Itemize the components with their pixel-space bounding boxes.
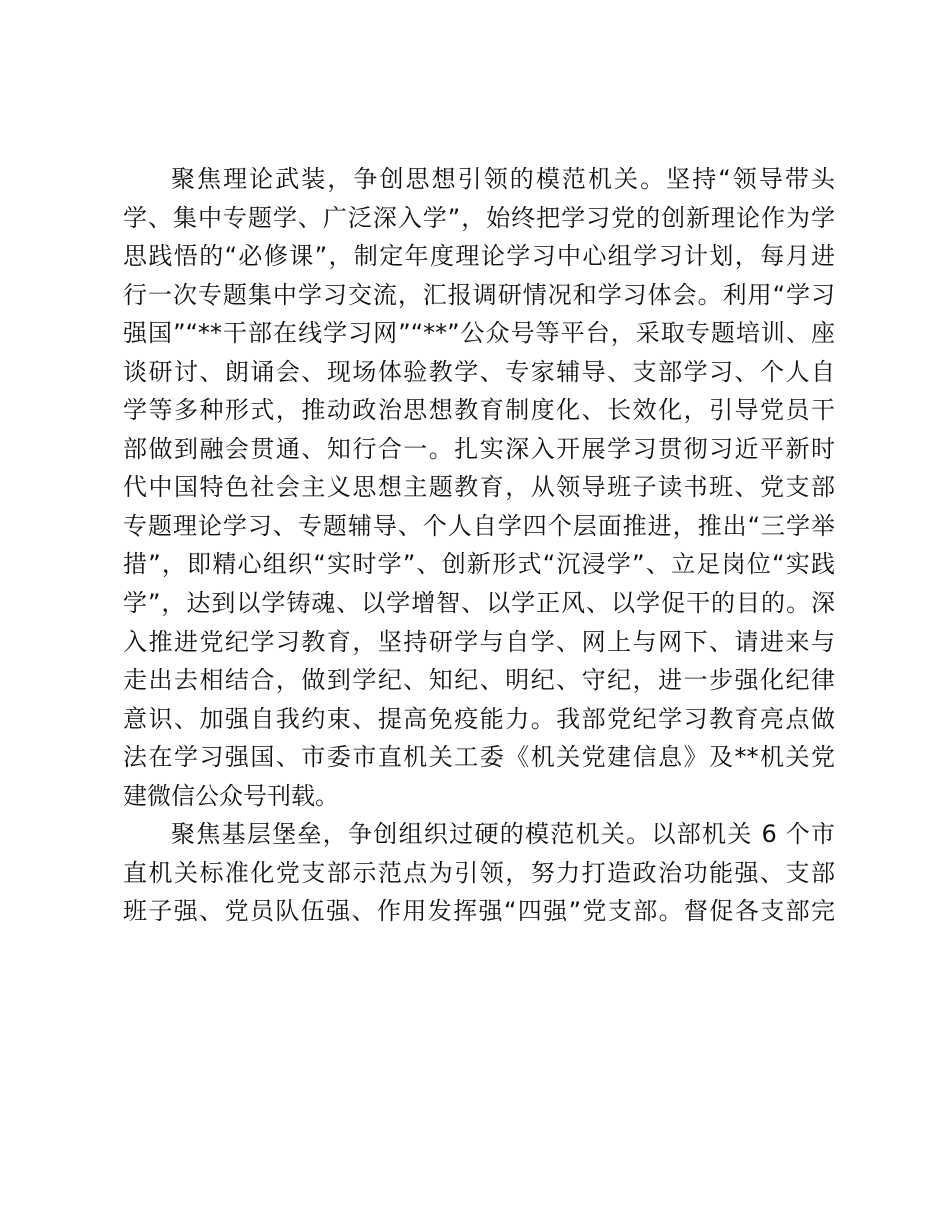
paragraph-line: 班子强、党员队伍强、作用发挥强“四强”党支部。督促各支部完 [123, 897, 835, 926]
paragraph-theory-study [123, 160, 835, 815]
paragraph-line: 学、集中专题学、广泛深入学”，始终把学习党的创新理论作为学 [123, 203, 835, 232]
paragraph-line: 强国”“**干部在线学习网”“**”公众号等平台，采取专题培训、座 [123, 319, 835, 348]
paragraph-line: 代中国特色社会主义思想主题教育，从领导班子读书班、党支部 [123, 473, 835, 502]
paragraph-line: 建微信公众号刊载。 [123, 781, 339, 810]
paragraph-line: 部做到融会贯通、知行合一。扎实深入开展学习贯彻习近平新时 [123, 434, 835, 463]
paragraph-line: 专题理论学习、专题辅导、个人自学四个层面推进，推出“三学举 [123, 511, 835, 540]
paragraph-line: 谈研讨、朗诵会、现场体验教学、专家辅导、支部学习、个人自 [123, 357, 835, 386]
paragraph-line: 措”，即精心组织“实时学”、创新形式“沉浸学”、立足岗位“实践 [123, 550, 835, 579]
paragraph-line: 思践悟的“必修课”，制定年度理论学习中心组学习计划，每月进 [123, 242, 835, 271]
paragraph-line: 聚焦理论武装，争创思想引领的模范机关。坚持“领导带头 [171, 165, 835, 193]
paragraph-line: 意识、加强自我约束、提高免疫能力。我部党纪学习教育亮点做 [123, 704, 835, 733]
paragraph-line: 聚焦基层堡垒，争创组织过硬的模范机关。以部机关 6 个市 [171, 820, 835, 849]
paragraph-grassroots-organization [123, 815, 835, 931]
paragraph-line: 学”，达到以学铸魂、以学增智、以学正风、以学促干的目的。深 [123, 589, 835, 618]
paragraph-line: 入推进党纪学习教育，坚持研学与自学、网上与网下、请进来与 [123, 627, 835, 656]
paragraph-line: 直机关标准化党支部示范点为引领，努力打造政治功能强、支部 [123, 858, 835, 887]
paragraph-line: 走出去相结合，做到学纪、知纪、明纪、守纪，进一步强化纪律 [123, 666, 835, 695]
document-body [123, 160, 835, 931]
paragraph-line: 行一次专题集中学习交流，汇报调研情况和学习体会。利用“学习 [123, 280, 835, 309]
paragraph-line: 学等多种形式，推动政治思想教育制度化、长效化，引导党员干 [123, 396, 835, 425]
paragraph-line: 法在学习强国、市委市直机关工委《机关党建信息》及**机关党 [123, 743, 835, 772]
